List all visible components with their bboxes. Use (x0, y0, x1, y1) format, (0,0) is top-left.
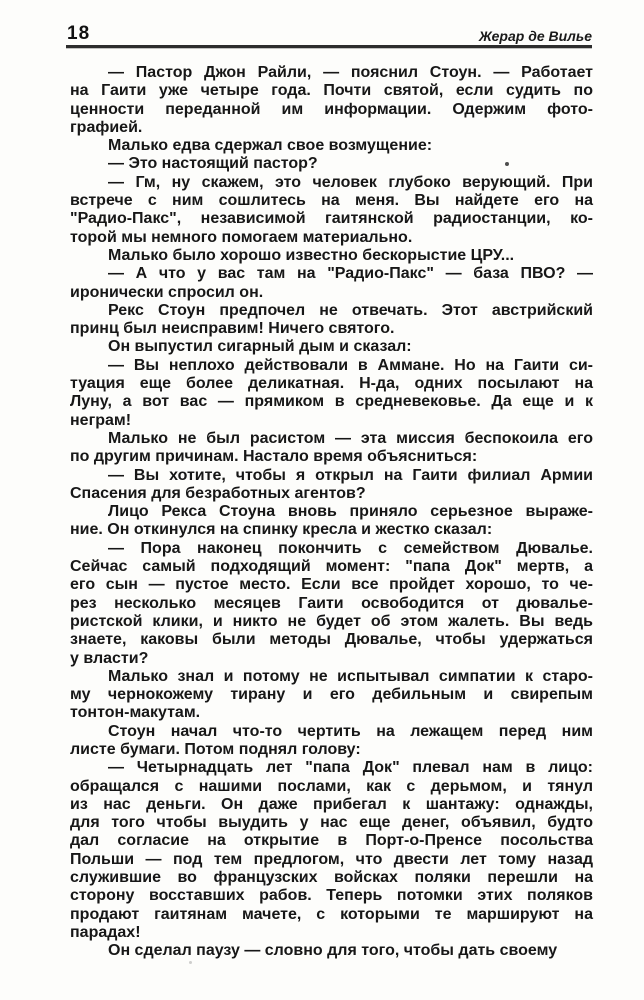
text-line: ристской клики, и никто не будет об этом жалеть. Вы ведь (70, 612, 593, 630)
text-line: Стоун начал что-то чертить на лежащем перед ним (108, 722, 593, 740)
text-line: знаете, каковы были методы Дювалье, чтобы удержаться (70, 631, 593, 649)
text-line: — Вы хотите, чтобы я открыл на Гаити филиал Армии (108, 466, 593, 484)
page-body (70, 64, 593, 961)
text-line: обращался с нашими послами, как с дерьмом, и тянул (70, 777, 593, 795)
text-line: парадах! (70, 923, 141, 941)
text-line: сторону восставших рабов. Теперь потомки этих поляков (70, 887, 593, 905)
text-line: Он сделал паузу — словно для того, чтобы дать своему (108, 942, 558, 960)
text-line: встрече с ним сошлитесь на меня. Вы найдете его на (70, 192, 593, 210)
text-line: "Радио-Пакс", независимой гаитянской радиостанции, ко- (70, 210, 593, 228)
text-line: дал согласие на открытие в Порт-о-Пренсе посольства (70, 832, 593, 850)
text-line: Польши — под тем предлогом, что двести лет тому назад (70, 850, 593, 868)
text-line: для того чтобы выудить у нас еще денег, объявил, будто (70, 814, 593, 832)
text-line: продают гаитянам мачете, с которыми те маршируют на (70, 905, 593, 923)
page-number: 18 (67, 23, 91, 44)
text-line: — Пора наконец покончить с семейством Дювалье. (108, 539, 593, 557)
text-line: торой мы немного помогаем материально. (70, 228, 413, 246)
scan-speck (505, 162, 509, 166)
text-line: у власти? (70, 649, 149, 667)
header-rule (66, 45, 592, 48)
text-line: туация еще более деликатная. Н-да, одних посылают на (70, 375, 593, 393)
text-line: Малько едва сдержал свое возмущение: (108, 137, 433, 155)
text-line: — Гм, ну скажем, это человек глубоко верующий. При (108, 173, 593, 191)
text-line: по другим причинам. Настало время объясниться: (70, 448, 478, 466)
text-line: — Вы неплохо действовали в Аммане. Но на Гаити си- (108, 356, 593, 374)
text-line: его сын — пустое место. Если все пройдет хорошо, то че- (70, 576, 593, 594)
text-line: из нас деньги. Он даже прибегал к шантажу: однажды, (70, 795, 593, 813)
text-line: принц был неисправим! Ничего святого. (70, 320, 395, 338)
text-line: — Четырнадцать лет "папа Док" плевал нам в лицо: (108, 759, 593, 777)
text-line: Луну, а вот вас — прямиком в средневековье. Да еще и к (70, 393, 593, 411)
text-line: — Это настоящий пастор? (108, 155, 318, 173)
text-line: листе бумаги. Потом поднял голову: (70, 740, 361, 758)
text-line: — Пастор Джон Райли, — пояснил Стоун. — Работает (108, 64, 593, 81)
text-line: Малько было хорошо известно бескорыстие ЦРУ... (108, 246, 515, 264)
scan-speck (189, 961, 192, 964)
text-line: служившие во французских войсках поляки перешли на (70, 869, 593, 887)
text-line: Рекс Стоун предпочел не отвечать. Этот австрийский (108, 301, 593, 319)
text-line: тонтон-макутам. (70, 704, 201, 722)
text-line: Он выпустил сигарный дым и сказал: (108, 338, 412, 356)
text-line: му чернокожему тирану и его дебильным и свирепым (70, 686, 593, 704)
text-line: Лицо Рекса Стоуна вновь приняло серьезное выраже- (108, 503, 593, 521)
text-line: Сейчас самый подходящий момент: "папа Док" мертв, а (70, 558, 593, 576)
text-line: рез несколько месяцев Гаити освободится от дювалье- (70, 594, 593, 612)
text-line: Малько знал и потому не испытывал симпатии к старо- (108, 667, 593, 685)
text-line: ние. Он откинулся на спинку кресла и жестко сказал: (70, 521, 493, 539)
text-line: графией. (70, 118, 143, 136)
text-line: Малько не был расистом — эта миссия беспокоила его (108, 429, 593, 447)
text-line: ценности переданной им информации. Одержим фото- (70, 100, 593, 118)
text-line: Спасения для безработных агентов? (70, 484, 366, 502)
text-line: на Гаити уже четыре года. Почти святой, если судить по (70, 82, 593, 100)
text-line: — А что у вас там на "Радио-Пакс" — база ПВО? — (108, 265, 593, 283)
text-line: иронически спросил он. (70, 283, 264, 301)
text-line: неграм! (70, 411, 132, 429)
running-title: Жерар де Вилье (478, 28, 592, 44)
